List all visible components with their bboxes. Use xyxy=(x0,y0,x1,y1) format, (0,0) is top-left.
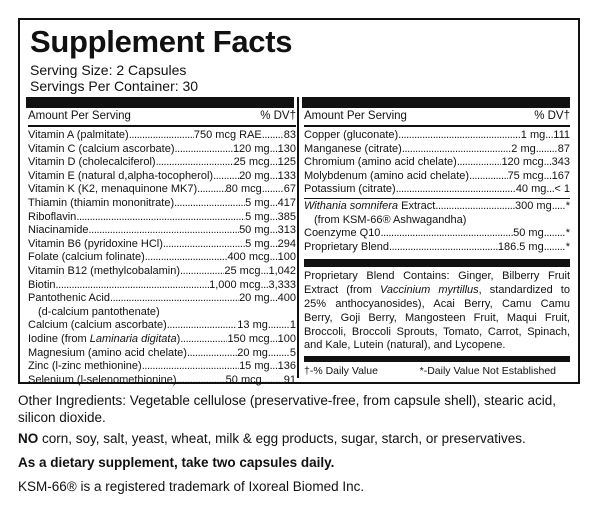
nutrient-name: Manganese (citrate) xyxy=(304,142,402,155)
leader-dots xyxy=(457,156,502,170)
servings-per-container: Servings Per Container: 30 xyxy=(30,78,199,94)
nutrient-name: Vitamin C (calcium ascorbate) xyxy=(28,142,175,155)
nutrient-name: Zinc (l-zinc methionine) xyxy=(28,360,142,373)
nutrient-name: Vitamin K (K2, menaquinone MK7) xyxy=(28,183,198,196)
leader-dots xyxy=(213,170,239,184)
nutrient-row xyxy=(304,143,570,157)
leader-dots xyxy=(552,200,566,214)
nutrient-amount: 40 mg xyxy=(515,183,547,196)
nutrient-dv: 167 xyxy=(551,169,570,182)
leader-dots xyxy=(544,241,566,255)
nutrient-amount: 2 mg xyxy=(511,142,536,155)
left-nutrient-list xyxy=(28,127,296,387)
nutrient-row xyxy=(28,333,296,347)
right-nutrient-list xyxy=(304,127,570,197)
leader-dots xyxy=(398,129,521,143)
thick-rule-blend xyxy=(304,259,570,267)
nutrient-row xyxy=(304,156,570,170)
withania-source: (from KSM-66® Ashwagandha) xyxy=(314,213,467,226)
nutrient-amount: 50 mg xyxy=(513,227,544,240)
left-column xyxy=(28,108,296,387)
nutrient-dv: 1 xyxy=(289,319,296,332)
leader-dots xyxy=(175,143,233,157)
nutrient-dv: 3,333 xyxy=(268,278,296,291)
nutrient-amount: 150 mcg xyxy=(227,332,270,345)
withania-dv: * xyxy=(565,199,570,212)
nutrient-amount: 1,000 mcg xyxy=(209,278,261,291)
nutrient-amount: 20 mg xyxy=(239,292,270,305)
nutrient-dv: 67 xyxy=(283,183,296,196)
nutrient-row xyxy=(28,143,296,157)
nutrient-amount: 400 mcg xyxy=(227,251,270,264)
leader-dots xyxy=(56,279,210,293)
nutrient-name: Proprietary Blend xyxy=(304,240,389,253)
nutrient-row xyxy=(28,319,296,333)
leader-dots xyxy=(545,129,553,143)
left-header-dv: % DV† xyxy=(260,110,296,122)
withania-extract-label: Extract xyxy=(398,199,436,212)
leader-dots xyxy=(142,360,239,374)
right-header xyxy=(304,108,570,127)
leader-dots xyxy=(270,156,278,170)
leader-dots xyxy=(270,251,278,265)
nutrient-amount: 50 mcg xyxy=(225,373,262,386)
supplement-facts-panel xyxy=(18,18,580,384)
nutrient-row xyxy=(28,224,296,238)
nutrient-amount: 75 mcg xyxy=(507,169,544,182)
leader-dots xyxy=(174,197,245,211)
nutrient-row xyxy=(28,211,296,225)
nutrient-row xyxy=(28,374,296,388)
nutrient-name: Niacinamide xyxy=(28,224,89,237)
nutrient-row xyxy=(304,170,570,184)
nutrient-amount: 13 mg xyxy=(237,319,268,332)
nutrient-amount: 120 mg xyxy=(232,142,270,155)
nutrient-row xyxy=(304,183,570,197)
nutrient-dv: 87 xyxy=(557,142,570,155)
leader-dots xyxy=(260,265,268,279)
nutrient-dv: 136 xyxy=(277,360,296,373)
nutrient-dv: 313 xyxy=(277,224,296,237)
nutrient-amount: 186.5 mg xyxy=(497,240,544,253)
nutrient-row xyxy=(304,129,570,143)
nutrient-amount: 750 mcg RAE xyxy=(193,129,262,141)
serving-size: Serving Size: 2 Capsules xyxy=(30,62,187,78)
nutrient-row xyxy=(304,227,570,241)
nutrient-amount: 80 mcg xyxy=(225,183,262,196)
leader-dots xyxy=(167,319,238,333)
left-header xyxy=(28,108,296,127)
nutrient-row xyxy=(28,197,296,211)
nutrient-name: Biotin xyxy=(28,278,56,291)
column-divider xyxy=(297,97,299,378)
nutrient-amount: 5 mg xyxy=(245,210,270,223)
leader-dots xyxy=(402,143,511,157)
leader-dots xyxy=(270,197,278,211)
no-label: NO xyxy=(18,431,39,446)
right-header-dv: % DV† xyxy=(534,110,570,122)
nutrient-name: Vitamin A (palmitate) xyxy=(28,129,129,141)
leader-dots xyxy=(270,211,278,225)
nutrient-row xyxy=(28,347,296,361)
nutrient-dv: 5 xyxy=(289,346,296,359)
leader-dots xyxy=(110,292,239,306)
nutrient-amount: 15 mg xyxy=(239,360,270,373)
nutrient-name: Vitamin E (natural d,alpha-tocopherol) xyxy=(28,169,214,182)
leader-dots xyxy=(163,238,245,252)
leader-dots xyxy=(260,279,268,293)
thin-rule xyxy=(304,198,570,199)
nutrient-row xyxy=(28,279,296,293)
nutrient-dv: 100 xyxy=(277,251,296,264)
leader-dots xyxy=(435,200,515,214)
thick-rule-right xyxy=(302,97,570,108)
leader-dots xyxy=(156,156,234,170)
nutrient-amount: 50 mg xyxy=(239,224,270,237)
nutrient-amount: 20 mg xyxy=(239,169,270,182)
nutrient-dv: 111 xyxy=(553,129,570,141)
nutrient-dv: < 1 xyxy=(554,183,570,196)
withania-amount: 300 mg xyxy=(515,199,552,212)
nutrient-row xyxy=(28,170,296,184)
leader-dots xyxy=(180,333,227,347)
other-ingredients: Other Ingredients: Vegetable cellulose (preservative-free, from capsule shell), stearic acid, silicon dioxide. xyxy=(18,393,557,425)
nutrient-amount: 5 mg xyxy=(245,237,270,250)
nutrient-dv: 100 xyxy=(277,332,296,345)
footnote-daily-value: †-% Daily Value xyxy=(304,365,378,378)
nutrient-name: Riboflavin xyxy=(28,210,77,223)
nutrient-row xyxy=(304,241,570,255)
nutrient-row xyxy=(28,238,296,252)
proprietary-blend-contents: Proprietary Blend Contains: Ginger, Bilberry Fruit Extract (from Vaccinium myrtillus, standardized to 25% anthocyanosides), Acai Berry, Camu Camu Berry, Goji Berry, Mangosteen Fruit, Maqui Fruit, Broccoli, Broccoli Sprouts, Tomato, Carrot, Spinach, and Kale, Lutein (natural), and Lycopene. xyxy=(304,270,570,352)
nutrient-name: Coenzyme Q10 xyxy=(304,227,381,240)
leader-dots xyxy=(270,292,278,306)
trademark-notice: KSM-66® is a registered trademark of Ixoreal Biomed Inc. xyxy=(18,479,365,494)
leader-dots xyxy=(270,360,278,374)
left-header-amount: Amount Per Serving xyxy=(28,110,131,122)
leader-dots xyxy=(197,183,226,197)
nutrient-row xyxy=(28,292,296,306)
leader-dots xyxy=(262,129,284,143)
nutrient-amount: 25 mcg xyxy=(224,264,261,277)
nutrient-name: Iodine (from Laminaria digitata) xyxy=(28,332,181,345)
leader-dots xyxy=(270,143,278,157)
nutrient-name: Vitamin B12 (methylcobalamin) xyxy=(28,264,181,277)
nutrient-dv: 133 xyxy=(277,169,296,182)
leader-dots xyxy=(180,265,224,279)
thick-rule-footnote xyxy=(304,356,570,362)
nutrient-row xyxy=(28,251,296,265)
leader-dots xyxy=(544,156,552,170)
nutrient-row xyxy=(28,360,296,374)
withania-latin-name: Withania somnifera xyxy=(304,199,399,212)
right-header-amount: Amount Per Serving xyxy=(304,110,407,122)
thick-rule-left xyxy=(26,97,294,108)
leader-dots xyxy=(270,238,278,252)
leader-dots xyxy=(262,374,284,388)
leader-dots xyxy=(270,170,278,184)
leader-dots xyxy=(536,143,558,157)
footnotes xyxy=(304,365,570,378)
withania-row xyxy=(304,200,570,214)
nutrient-dv: 294 xyxy=(277,237,296,250)
leader-dots xyxy=(177,374,226,388)
nutrient-name: Selenium (l-selenomethionine) xyxy=(28,373,177,386)
nutrient-dv: 400 xyxy=(277,292,296,305)
directions: As a dietary supplement, take two capsules daily. xyxy=(18,455,335,470)
nutrient-dv: * xyxy=(565,227,570,240)
leader-dots xyxy=(145,251,228,265)
nutrient-name: Calcium (calcium ascorbate) xyxy=(28,319,167,332)
leader-dots xyxy=(270,333,278,347)
right-column xyxy=(304,108,570,378)
nutrient-dv: 130 xyxy=(277,142,296,155)
nutrient-name: Pantothenic Acid xyxy=(28,292,110,305)
pantothenic-source: (d-calcium pantothenate) xyxy=(38,305,160,318)
nutrient-amount: 25 mcg xyxy=(233,156,270,169)
nutrient-name: Copper (gluconate) xyxy=(304,129,399,141)
nutrient-name: Folate (calcium folinate) xyxy=(28,251,145,264)
nutrient-name: Vitamin D (cholecalciferol) xyxy=(28,156,156,169)
footnote-not-established: *-Daily Value Not Established xyxy=(419,365,556,378)
leader-dots xyxy=(544,170,552,184)
nutrient-dv: 417 xyxy=(277,196,296,209)
leader-dots xyxy=(262,183,284,197)
leader-dots xyxy=(396,183,516,197)
leader-dots xyxy=(76,211,245,225)
nutrient-name: Vitamin B6 (pyridoxine HCl) xyxy=(28,237,163,250)
allergen-statement xyxy=(18,431,584,448)
nutrient-name: Magnesium (amino acid chelate) xyxy=(28,346,187,359)
leader-dots xyxy=(268,319,290,333)
nutrient-name: Molybdenum (amino acid chelate) xyxy=(304,169,470,182)
leader-dots xyxy=(469,170,507,184)
leader-dots xyxy=(544,227,566,241)
nutrient-name: Chromium (amino acid chelate) xyxy=(304,156,457,169)
nutrient-dv: 91 xyxy=(283,373,296,386)
nutrient-row xyxy=(28,265,296,279)
nutrient-amount: 5 mg xyxy=(245,196,270,209)
nutrient-dv: 1,042 xyxy=(268,264,296,277)
nutrient-row xyxy=(28,129,296,143)
nutrient-dv: 343 xyxy=(551,156,570,169)
panel-title: Supplement Facts xyxy=(30,24,293,59)
nutrient-amount: 1 mg xyxy=(520,129,546,141)
nutrient-name: Thiamin (thiamin mononitrate) xyxy=(28,196,175,209)
nutrient-row xyxy=(28,183,296,197)
nutrient-row xyxy=(28,156,296,170)
nutrient-amount: 120 mcg xyxy=(501,156,544,169)
nutrient-dv: 385 xyxy=(277,210,296,223)
nutrient-dv: 125 xyxy=(277,156,296,169)
leader-dots xyxy=(268,347,290,361)
right-nutrient-list-2 xyxy=(304,227,570,254)
allergen-list: corn, soy, salt, yeast, wheat, milk & egg products, sugar, starch, or preservatives. xyxy=(38,431,526,446)
leader-dots xyxy=(270,224,278,238)
nutrient-name: Potassium (citrate) xyxy=(304,183,396,196)
leader-dots xyxy=(129,129,194,143)
nutrient-dv: 83 xyxy=(283,129,296,141)
nutrient-dv: * xyxy=(565,240,570,253)
leader-dots xyxy=(389,241,498,255)
leader-dots xyxy=(187,347,237,361)
leader-dots xyxy=(546,183,554,197)
nutrient-amount: 20 mg xyxy=(237,346,268,359)
leader-dots xyxy=(89,224,240,238)
leader-dots xyxy=(380,227,513,241)
